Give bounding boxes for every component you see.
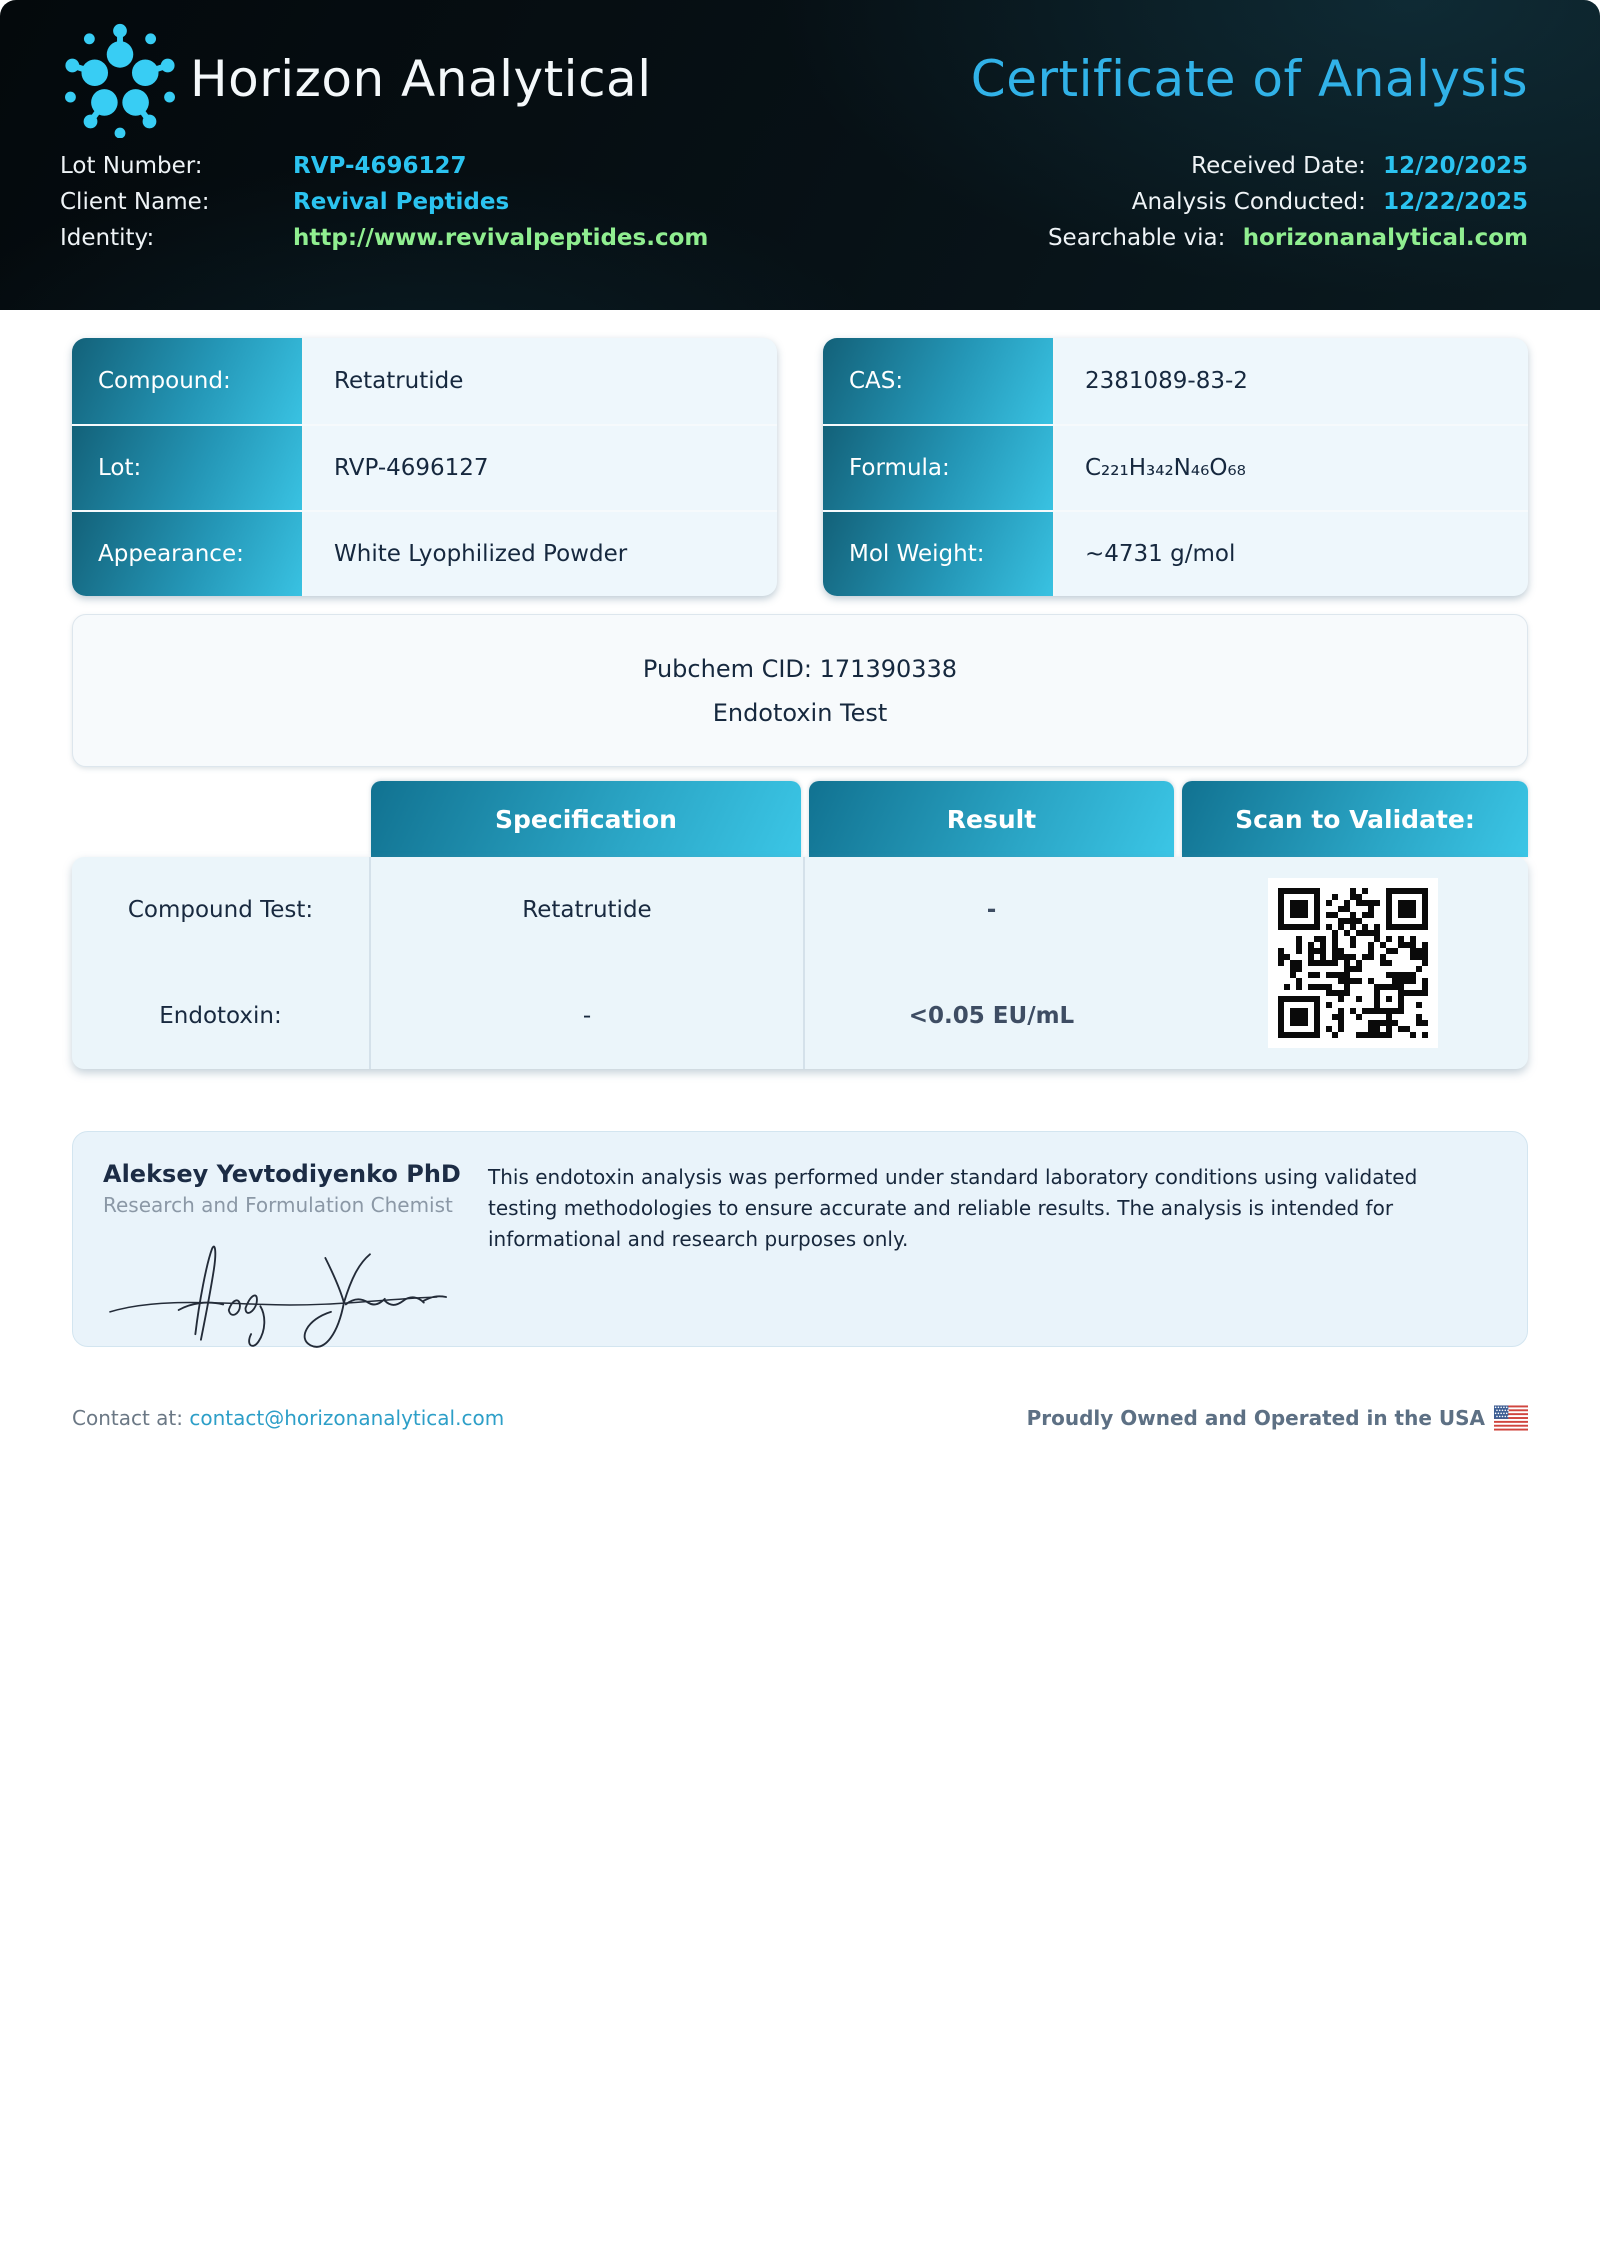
spec-row-result: -: [986, 897, 997, 923]
contact-label: Contact at:: [72, 1406, 184, 1430]
row-value: RVP-4696127: [334, 455, 489, 481]
compound-info-table-right: [823, 338, 1528, 596]
row-label: Mol Weight:: [823, 512, 1055, 596]
table-row: [72, 338, 777, 424]
row-value: ~4731 g/mol: [1085, 541, 1236, 567]
spec-header-result: Result: [809, 781, 1174, 857]
ownership-block: [1027, 1405, 1528, 1431]
table-row: [72, 424, 777, 510]
endotoxin-test-text: Endotoxin Test: [712, 698, 888, 727]
spec-header-specification: Specification: [371, 781, 801, 857]
searchable-row: [1048, 220, 1528, 256]
pubchem-cid-text: Pubchem CID: 171390338: [642, 654, 958, 683]
compound-info-table-left: [72, 338, 777, 596]
client-name-label: Client Name:: [60, 189, 210, 215]
qr-code: [1268, 878, 1438, 1048]
header-right-fields: [1048, 148, 1528, 256]
spec-header-scan: Scan to Validate:: [1182, 781, 1528, 857]
lot-number-row: [60, 148, 708, 184]
received-date-row: [1048, 148, 1528, 184]
lot-number-label: Lot Number:: [60, 153, 203, 179]
header-band: [0, 0, 1600, 310]
spec-row-label: Compound Test:: [72, 857, 371, 963]
spec-row-specification: -: [371, 963, 805, 1069]
compound-info-section: [0, 338, 1600, 596]
identity-row: [60, 220, 708, 256]
row-value: Retatrutide: [334, 368, 464, 394]
molecule-logo-icon: [60, 20, 180, 138]
row-value: 2381089-83-2: [1085, 368, 1248, 394]
searchable-url-link[interactable]: horizonanalytical.com: [1242, 225, 1528, 251]
row-value: C₂₂₁H₃₄₂N₄₆O₆₈: [1085, 455, 1246, 481]
header-left-fields: [60, 148, 708, 256]
page-title: Certificate of Analysis: [970, 50, 1528, 108]
specification-table: [72, 781, 1528, 1069]
identity-url-link[interactable]: http://www.revivalpeptides.com: [293, 225, 709, 251]
row-label: Lot:: [72, 426, 304, 510]
contact-block: [72, 1406, 504, 1430]
table-row: [823, 510, 1528, 596]
spec-row-result: <0.05 EU/mL: [908, 1003, 1075, 1029]
us-flag-icon: [1494, 1405, 1528, 1431]
table-row: [823, 338, 1528, 424]
signer-name: Aleksey Yevtodiyenko PhD: [103, 1160, 461, 1188]
client-name-row: [60, 184, 708, 220]
lot-number-value: RVP-4696127: [293, 153, 467, 179]
table-row: [72, 510, 777, 596]
received-date-label: Received Date:: [1191, 153, 1366, 179]
spec-row-specification: Retatrutide: [371, 857, 805, 963]
spec-header-spacer: [72, 781, 371, 857]
analysis-date-label: Analysis Conducted:: [1131, 189, 1366, 215]
row-value: White Lyophilized Powder: [334, 541, 628, 567]
signature-image: [103, 1219, 453, 1349]
spec-row-label: Endotoxin:: [72, 963, 371, 1069]
analysis-date-value: 12/22/2025: [1383, 189, 1528, 215]
row-label: CAS:: [823, 338, 1055, 424]
signer-title: Research and Formulation Chemist: [103, 1193, 453, 1217]
searchable-label: Searchable via:: [1047, 225, 1226, 251]
analysis-date-row: [1048, 184, 1528, 220]
row-label: Compound:: [72, 338, 304, 424]
table-row: [823, 424, 1528, 510]
signature-card: [72, 1131, 1528, 1347]
brand-name: Horizon Analytical: [190, 50, 652, 108]
qr-cell: [1178, 857, 1528, 1069]
brand: [60, 20, 652, 138]
row-label: Formula:: [823, 426, 1055, 510]
ownership-text: Proudly Owned and Operated in the USA: [1026, 1406, 1485, 1430]
row-label: Appearance:: [72, 512, 304, 596]
pubchem-card: [72, 614, 1528, 767]
received-date-value: 12/20/2025: [1383, 153, 1528, 179]
disclaimer-text: This endotoxin analysis was performed under standard laboratory conditions using validated testing methodologies to ensure accurate and reliable results. The analysis is intended for informational and research purposes only.: [488, 1165, 1418, 1251]
identity-label: Identity:: [60, 225, 155, 251]
footer: [72, 1405, 1528, 1431]
client-name-value: Revival Peptides: [293, 189, 510, 215]
qr-code-icon: [1270, 880, 1436, 1046]
contact-email-link[interactable]: contact@horizonanalytical.com: [189, 1406, 505, 1430]
